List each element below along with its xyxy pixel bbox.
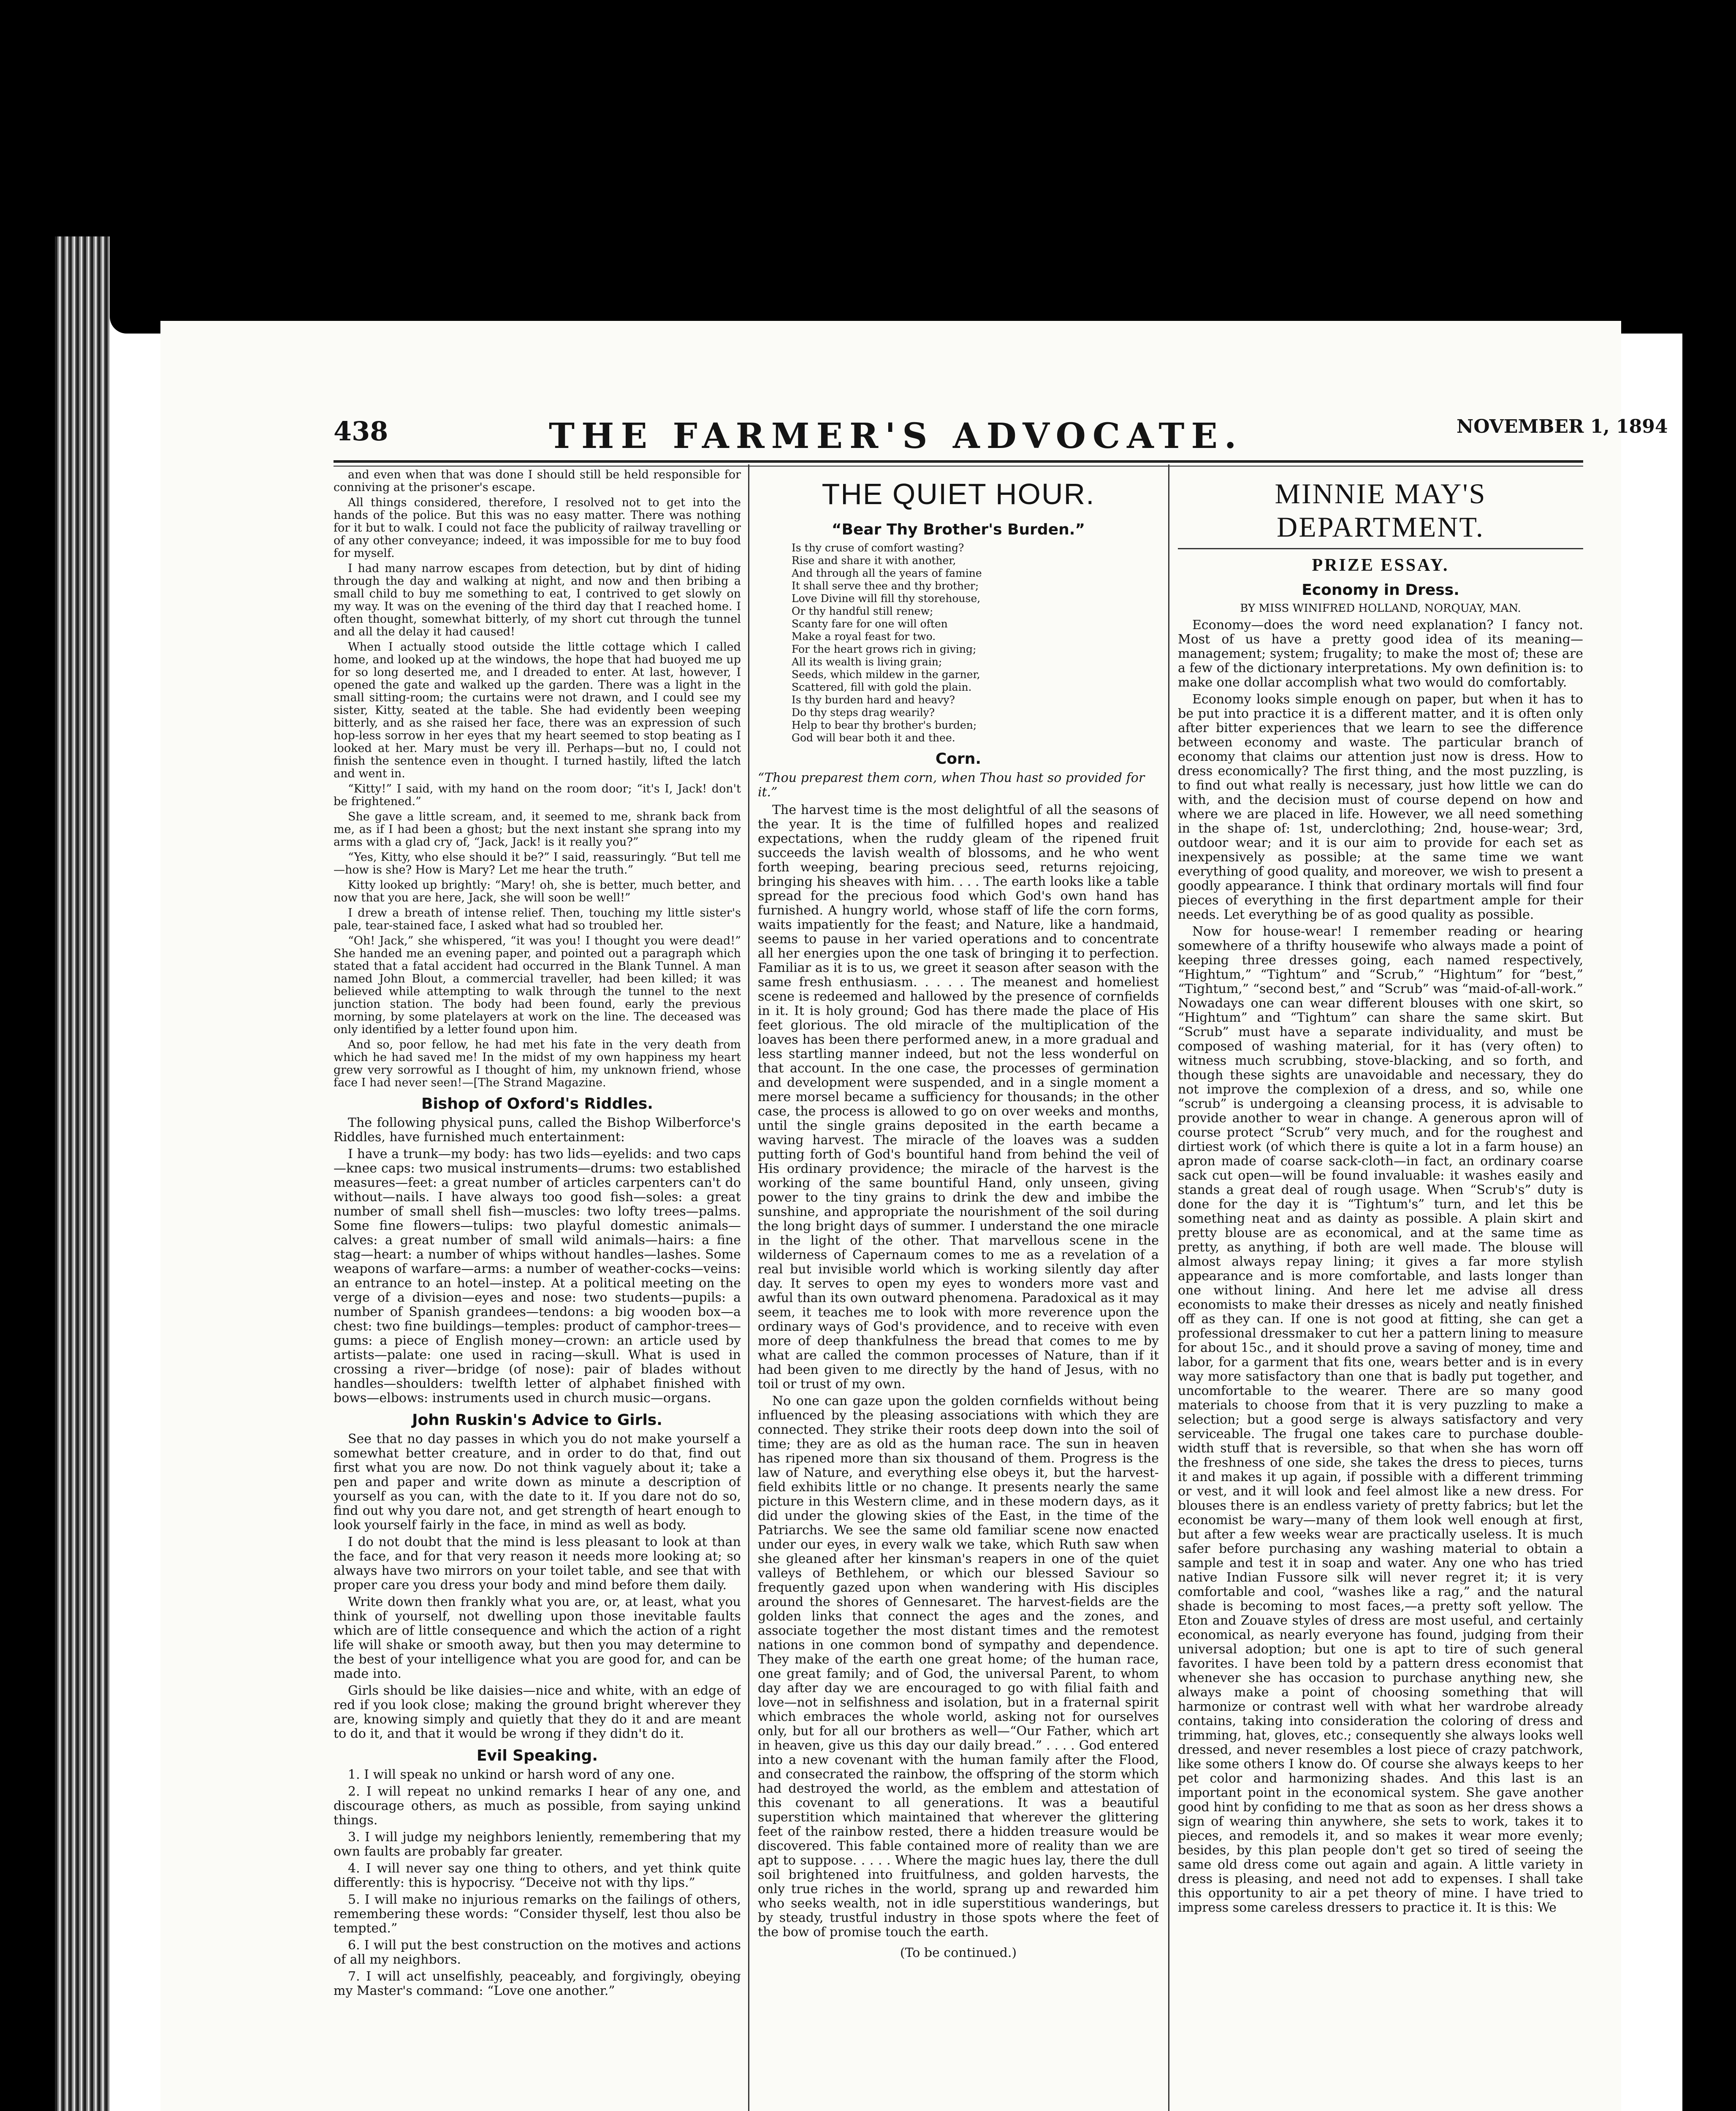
riddles-body: I have a trunk—my body: has two lids—eyelids: and two caps—knee caps: two musical instruments—drums: two established measures—feet: a great number of articles carpenters can't do without—nails. I have always too good fish—soles: a great number of small shell fish—muscles: two lofty trees—palms. Some fine flowers—tulips: two playful domestic animals—calves: a great number of small wild animals—hairs: a fine stag—heart: a number of whips without handles—lashes. Some weapons of warfare—arms: a number of weather-cocks—veins: an entrance to an hotel—instep. At a political meeting on the verge of a division—eyes and nose: two students—pupils: a number of Spanish grandees—tendons: a big wooden box—a chest: two fine buildings—temples: product of camphor-trees—gums: a piece of English money—crown: an article used by artists—palate: one used in racing—skull. What is used in crossing a river—bridge (of nose): pair of blades without handles—shoulders: twelfth letter of alphabet finished with bows—elbows: instruments used in church music—organs. (334, 1147, 741, 1406)
corn-paragraph: The harvest time is the most delightful of all the seasons of the year. It is the time of fulfilled hopes and realized expectations, when the ruddy gleam of the ripened fruit succeeds the lavish wealth of blossoms, and he who went forth weeping, bearing precious seed, returns rejoicing, bringing his sheaves with him. . . . The earth looks like a table spread for the precious food which God's own hand has furnished. A hungry world, whose staff of life the corn forms, waits impatiently for the feast; and Nature, like a handmaid, seems to pause in her varied operations and to concentrate all her energies upon the one task of bringing it to perfection. Familiar as it is to us, we greet it season after season with the same fresh enthusiasm. . . . . The meanest and homeliest scene is redeemed and hallowed by the presence of cornfields in it. It is holy ground; God has there made the place of His feet glorious. The old miracle of the multiplication of the loaves has been there performed anew, in a more gradual and less startling manner indeed, but not the less wonderful on that account. In the one case, the processes of germination and development were suspended, and in a single moment a mere morsel became a sufficiency for thousands; in the other case, the process is allowed to go on over weeks and months, until the single grains deposited in the earth became a waving harvest. The miracle of the loaves was a sudden putting forth of God's bountiful hand from behind the veil of His ordinary providence; the miracle of the harvest is the working of the same bountiful Hand, only unseen, giving power to the tiny grains to drink the dew and imbibe the sunshine, and appropriate the nourishment of the soil during the long bright days of summer. I understand the one miracle in the light of the other. That marvellous scene in the wilderness of Capernaum comes to me as a revelation of a real but invisible world which is working silently day after day. It serves to open my eyes to wonders more vast and awful than its own outward phenomena. Paradoxical as it may seem, it teaches me to look with more reverence upon the ordinary ways of God's providence, and to receive with even more of deep thankfulness the bread that comes to me by what are called the common processes of Nature, than if it had been given to me directly by the hand of Jesus, with no toil or trust of my own. (758, 803, 1159, 1392)
scan-border-left (0, 236, 55, 2111)
story-paragraph: I had many narrow escapes from detection, but by dint of hiding through the day and walking at night, and now and then bribing a small child to buy me something to eat, I contrived to get slowly on my way. It was on the evening of the third day that I reached home. I often thought, somewhat bitterly, of my short cut through the tunnel and all the delay it had caused! (334, 562, 741, 638)
continued-note: (To be continued.) (900, 1945, 1017, 1960)
column-divider-2 (1168, 464, 1169, 2111)
evil-item: 7. I will act unselfishly, peaceably, and forgivingly, obeying my Master's command: “Love one another.” (334, 1969, 741, 1998)
story-paragraph: “Yes, Kitty, who else should it be?” I said, reassuringly. “But tell me—how is she? How is Mary? Let me hear the truth.” (334, 851, 741, 876)
essay-paragraph: Now for house-wear! I remember reading or hearing somewhere of a thrifty housewife who always made a point of keeping three dresses going, each named respectively, “Hightum,” “Tightum” and “Scrub,” “Hightum” for “best,” “Tightum,” “second best,” and “Scrub” was “maid-of-all-work.” Nowadays one can wear different blouses with one skirt, so “Hightum” and “Tightum” can share the same skirt. But “Scrub” must have a separate individuality, and must be composed of washing material, for it has (very often) to witness much scrubbing, stove-blacking, and so forth, and though these sights are unavoidable and necessary, they do not improve the complexion of a dress, and so, while one “scrub” is undergoing a cleansing process, it is advisable to provide another to wear in change. A generous apron will of course protect “Scrub” very much, and for the roughest and dirtiest work (of which there is quite a lot in a farm house) an apron made of coarse sack-cloth—in fact, an ordinary coarse sack cut open—will be found invaluable: it washes easily and stands a great deal of rough usage. When “Scrub's” duty is done for the day it is “Tightum's” turn, and let this be something neat and as dainty as possible. A plain skirt and pretty blouse are as economical, and at the same time as pretty, as anything, if both are well made. The blouse will almost always repay lining; it gives a far more stylish appearance and is more comfortable, and lasts longer than one without lining. And here let me advise all dress economists to make their dresses as nicely and neatly finished off as they can. If one is not good at fitting, she can get a professional dressmaker to cut her a pattern lining to measure for about 15c., and it should prove a saving of money, time and labor, for a garment that fits one, wears better and is in every way more satisfactory than one that is badly put together, and uncomfortable to the wearer. There are so many good materials to choose from that it is very puzzling to make a selection; but a good serge is always satisfactory and very serviceable. The frugal one takes care to purchase double-width stuff that is reversible, so that when she has worn off the freshness of one side, she takes the dress to pieces, turns it and makes it up again, if possible with a different trimming or vest, and it will look and feel almost like a new dress. For blouses there is an endless variety of pretty fabrics; but let the economist be wary—many of them look well enough at first, but after a few weeks wear are practically useless. It is much safer before purchasing any washing material to obtain a sample and test it in soap and water. Any one who has tried native Indian Fussore silk will never regret it; it is very comfortable and cool, “washes like a rag,” and the natural shade is becoming to most faces,—a pretty soft yellow. The Eton and Zouave styles of dress are most useful, and certainly economical, as nearly everyone has found, judging from their universal adoption; but one is apt to tire of such general favorites. I have been told by a pattern dress economist that whenever she has occasion to purchase anything new, she always make a point of choosing something that will harmonize or contrast well with what her wardrobe already contains, taking into consideration the coloring of dress and trimming, hat, gloves, etc.; consequently she always looks well dressed, and never resembles a lost piece of crazy patchwork, like some others I know do. Of course she always keeps to her pet color and harmonizing shades. And this last is an important point in the economical system. She gave another good hint by confiding to me that as soon as her dress shows a sign of wearing thin anywhere, she sets to work, takes it to pieces, and remodels it, and so makes it wear more evenly; besides, by this plan people don't get so tired of seeing the same old dress come out again and again. A little variety in dress is pleasing, and need not add to expenses. I shall take this opportunity to air a pet theory of mine. I have tried to impress some careless dressers to practice it. It is this: We (1178, 924, 1583, 1915)
poem-line: Scattered, fill with gold the plain. (792, 681, 972, 693)
story-paragraph: All things considered, therefore, I resolved not to get into the hands of the police. But this was no easy matter. There was nothing for it but to walk. I could not face the publicity of railway travelling or of any other conveyance; indeed, it was impossible for me to buy food for myself. (334, 496, 741, 560)
poem-line: Love Divine will fill thy storehouse, (792, 592, 981, 605)
issue-date: NOVEMBER 1, 1894 (1457, 416, 1668, 437)
evil-item: 1. I will speak no unkind or harsh word of any one. (348, 1767, 675, 1782)
evil-item: 3. I will judge my neighbors leniently, remembering that my own faults are probably far greater. (334, 1830, 741, 1859)
poem-line: Do thy steps drag wearily? (792, 706, 935, 719)
corn-epigraph: “Thou preparest them corn, when Thou hast so provided for it.” (758, 771, 1145, 800)
essay-paragraph: Economy—does the word need explanation? I fancy not. Most of us have a pretty good idea of its meaning—management; system; frugality; to make the most of; these are a few of the dictionary interpretations. My own definition is: to make one dollar accomplish what two would do comfortably. (1178, 618, 1583, 690)
book-binding-shadow (110, 236, 1682, 334)
scan-border-right (1682, 236, 1736, 2111)
poem (792, 542, 1159, 744)
story-paragraph: “Kitty!” I said, with my hand on the room door; “it's I, Jack! don't be frightened.” (334, 782, 741, 808)
story-paragraph: “Oh! Jack,” she whispered, “it was you! I thought you were dead!” She handed me an evening paper, and pointed out a paragraph which stated that a fatal accident had occurred in the Blank Tunnel. A man named John Blout, a commercial traveller, had been killed; it was believed while attempting to walk through the tunnel to the next junction station. The body had been found, early the previous morning, by some platelayers at work on the line. The deceased was only identified by a letter found upon him. (334, 934, 741, 1036)
poem-line: For the heart grows rich in giving; (792, 643, 976, 655)
story-paragraph: She gave a little scream, and, it seemed to me, shrank back from me, as if I had been a ghost; but the next instant she sprang into my arms with a glad cry of, “Jack, Jack! is it really you?” (334, 810, 741, 849)
poem-line: Help to bear thy brother's burden; (792, 719, 977, 731)
story-paragraph: And so, poor fellow, he had met his fate in the very death from which he had saved me! In the midst of my own happiness my heart grew very sorrowful as I thought of him, my unknown friend, whose face I had never seen!—[The Strand Magazine. (334, 1038, 741, 1089)
masthead-title: THE FARMER'S ADVOCATE. (549, 416, 1243, 456)
evil-item: 4. I will never say one thing to others, and yet think quite differently: this is hypocrisy. “Deceive not with thy lips.” (334, 1861, 741, 1890)
poem-line: Or thy handful still renew; (792, 605, 933, 617)
ruskin-paragraph: Girls should be like daisies—nice and white, with an edge of red if you look close; making the ground bright wherever they are, knowing simply and quietly that they do it and are meant to do it, and that it would be wrong if they didn't do it. (334, 1683, 741, 1741)
ruskin-paragraph: Write down then frankly what you are, or, at least, what you think of yourself, not dwelling upon those inevitable faults which are of little consequence and which the action of a right life will shake or smooth away, but then you may determine to the best of your intelligence what you are good for, and can be made into. (334, 1595, 741, 1681)
bound-page-edges (55, 236, 110, 2111)
riddles-intro: The following physical puns, called the Bishop Wilberforce's Riddles, have furnished much entertainment: (334, 1115, 741, 1145)
column-middle (758, 469, 1159, 2111)
poem-line: It shall serve thee and thy brother; (792, 580, 979, 592)
ruskin-paragraph: I do not doubt that the mind is less pleasant to look at than the face, and for that very reason it needs more looking at; so always have two mirrors on your toilet table, and see that with proper care you dress your body and mind before them daily. (334, 1535, 741, 1593)
poem-line: Rise and share it with another, (792, 554, 956, 567)
essay-title: Economy in Dress. (1302, 581, 1459, 599)
corn-paragraph: No one can gaze upon the golden cornfields without being influenced by the pleasing associations with which they are connected. They strike their roots deep down into the soil of time; they are as old as the human race. The sun in heaven has ripened more than six thousand of them. Progress is the law of Nature, and everything else obeys it, but the harvest-field exhibits little or no change. It presents nearly the same picture in this Western clime, and in these modern days, as it did under the glowing skies of the East, in the time of the Patriarchs. We see the same old familiar scene now enacted under our eyes, in every walk we take, which Ruth saw when she gleaned after her kinsman's reapers in one of the quiet valleys of Bethlehem, or which our blessed Saviour so frequently gazed upon when wandering with His disciples around the shores of Gennesaret. The harvest-fields are the golden links that connect the ages and the zones, and associate together the most distant times and the remotest nations in one common bond of sympathy and dependence. They make of the earth one great home; of the human race, one great family; and of God, the universal Parent, to whom day after day we are encouraged to go with filial faith and love—not in selfishness and isolation, but in a fraternal spirit which embraces the whole world, asking not for ourselves only, but for all our brothers as well—“Our Father, which art in heaven, give us this day our daily bread.” . . . . God entered into a new covenant with the human family after the Flood, and consecrated the rainbow, the offspring of the storm which had destroyed the world, as the emblem and attestation of this covenant to all generations. It was a beautiful superstition which maintained that wherever the glittering feet of the rainbow rested, there a hidden treasure would be discovered. This fable contained more of reality than we are apt to suppose. . . . . Where the magic hues lay, there the dull soil brightened into fruitfulness, and golden harvests, the only true riches in the world, sprang up and rewarded him who seeks wealth, not in idle superstitious wanderings, but by steady, trustful industry in those spots where the feet of the bow of promise touch the earth. (758, 1394, 1159, 1940)
essay-byline: BY MISS WINIFRED HOLLAND, NORQUAY, MAN. (1240, 602, 1521, 615)
minnie-may-heading: MINNIE MAY'S DEPARTMENT. (1178, 477, 1583, 549)
poem-line: Seeds, which mildew in the garner, (792, 668, 980, 681)
prize-essay-heading: PRIZE ESSAY. (1312, 556, 1449, 575)
poem-line: God will bear both it and thee. (792, 732, 955, 744)
poem-line: All its wealth is living grain; (792, 656, 942, 668)
poem-line: Is thy cruse of comfort wasting? (792, 542, 964, 554)
evil-item: 6. I will put the best construction on the motives and actions of all my neighbors. (334, 1938, 741, 1967)
column-divider-1 (748, 464, 749, 2111)
poem-line: Is thy burden hard and heavy? (792, 694, 955, 706)
column-right (1178, 469, 1583, 2111)
poem-line: And through all the years of famine (792, 567, 982, 579)
story-paragraph: and even when that was done I should still be held responsible for conniving at the prisoner's escape. (334, 469, 741, 494)
evil-item: 2. I will repeat no unkind remarks I hear of any one, and discourage others, as much as possible, from saying unkind things. (334, 1784, 741, 1828)
evil-item: 5. I will make no injurious remarks on the failings of others, remembering these words: “Consider thyself, lest thou also be tempted.” (334, 1892, 741, 1936)
header-rule (334, 460, 1583, 463)
story-paragraph: When I actually stood outside the little cottage which I called home, and looked up at the windows, the hope that had buoyed me up for so long deserted me, and I dreaded to enter. At last, however, I opened the gate and walked up the garden. There was a light in the small sitting-room; the curtains were not drawn, and I could see my sister, Kitty, seated at the table. She had evidently been weeping bitterly, and as she raised her face, there was an expression of such hop-less sorrow in her eyes that my heart seemed to stop beating as I looked at her. Mary must be very ill. Perhaps—but no, I could not finish the sentence even in thought. I turned hastily, lifted the latch and went in. (334, 640, 741, 780)
poem-line: Make a royal feast for two. (792, 630, 936, 643)
ruskin-paragraph: See that no day passes in which you do not make yourself a somewhat better creature, and in order to do that, find out first what you are now. Do not think vaguely about it; take a pen and paper and write down as minute a description of yourself as you can, with the date to it. If you dare not do so, find out why you dare not, and get strength of heart enough to look yourself fairly in the face, in mind as well as body. (334, 1432, 741, 1533)
story-continuation (334, 469, 741, 1089)
page-number: 438 (334, 416, 388, 447)
poem-title: “Bear Thy Brother's Burden.” (831, 521, 1085, 538)
corn-heading: Corn. (935, 750, 982, 768)
scan-border-top (0, 0, 1736, 236)
ruskin-heading: John Ruskin's Advice to Girls. (412, 1411, 662, 1429)
essay-paragraph: Economy looks simple enough on paper, but when it has to be put into practice it is a different matter, and it is often only after bitter experiences that we learn to see the difference between economy and waste. The particular branch of economy that claims our attention just now is dress. How to dress economically? The first thing, and the most puzzling, is to find out what really is necessary, just how little we can do with, and the decision must of course depend on how and where we are placed in life. However, we all need something in the shape of: 1st, underclothing; 2nd, house-wear; 3rd, outdoor wear; and it is our aim to provide for each set as inexpensively as possible; at the same time we want everything of good quality, and moreover, we wish to present a goodly appearance. I think that ordinary mortals will find four pieces of everything in the first department ample for their needs. Let everything be of as good quality as possible. (1178, 692, 1583, 922)
evil-speaking-heading: Evil Speaking. (476, 1747, 598, 1764)
riddles-heading: Bishop of Oxford's Riddles. (421, 1095, 653, 1112)
poem-line: Scanty fare for one will often (792, 618, 948, 630)
story-paragraph: Kitty looked up brightly: “Mary! oh, she is better, much better, and now that you are here, Jack, she will soon be well!” (334, 879, 741, 904)
quiet-hour-heading: THE QUIET HOUR. (822, 478, 1095, 510)
story-paragraph: I drew a breath of intense relief. Then, touching my little sister's pale, tear-stained face, I asked what had so troubled her. (334, 906, 741, 932)
column-left (334, 469, 741, 2111)
header-rule-thin (334, 466, 1583, 467)
